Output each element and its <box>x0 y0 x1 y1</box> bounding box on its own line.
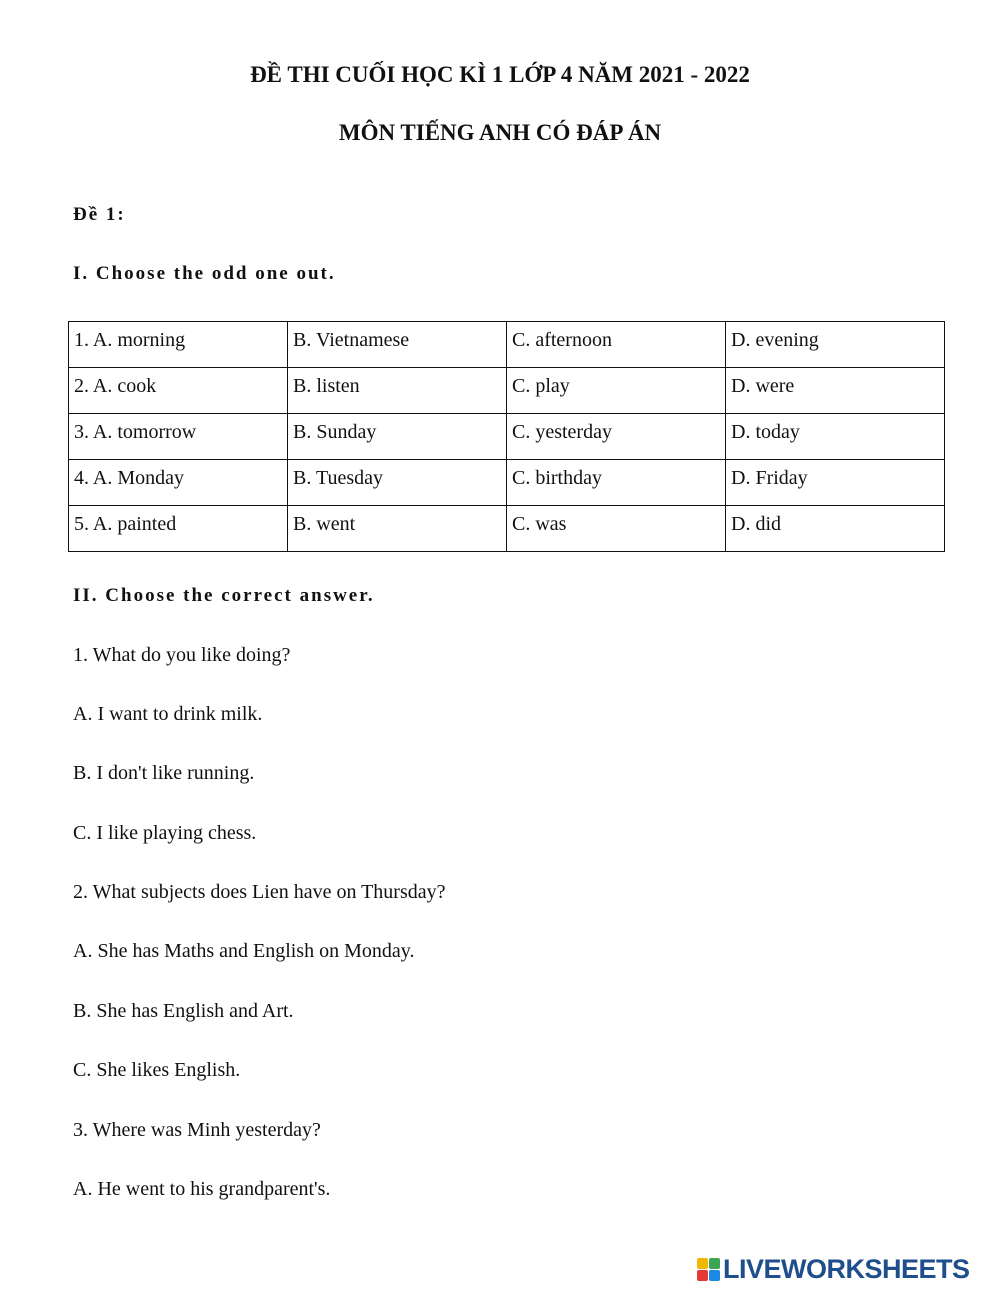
table-cell: B. went <box>288 506 507 552</box>
question-2-option-a: A. She has Maths and English on Monday. <box>73 940 415 962</box>
question-1: 1. What do you like doing? <box>73 644 291 666</box>
question-3: 3. Where was Minh yesterday? <box>73 1119 321 1141</box>
question-3-option-a: A. He went to his grandparent's. <box>73 1178 331 1200</box>
table-cell: C. birthday <box>507 460 726 506</box>
question-1-option-a: A. I want to drink milk. <box>73 703 263 725</box>
logo-text: LIVEWORKSHEETS <box>723 1253 970 1284</box>
exam-number-label: Đề 1: <box>73 204 126 225</box>
table-cell: D. Friday <box>726 460 945 506</box>
question-2: 2. What subjects does Lien have on Thursday? <box>73 881 446 903</box>
section-2-heading: II. Choose the correct answer. <box>73 585 375 606</box>
table-row <box>69 414 945 460</box>
section-1-heading: I. Choose the odd one out. <box>73 263 336 284</box>
table-cell: C. play <box>507 368 726 414</box>
question-2-option-c: C. She likes English. <box>73 1059 241 1081</box>
exam-title: ĐỀ THI CUỐI HỌC KÌ 1 LỚP 4 NĂM 2021 - 2022 <box>250 62 750 87</box>
table-cell: C. afternoon <box>507 322 726 368</box>
table-cell: D. were <box>726 368 945 414</box>
table-row <box>69 506 945 552</box>
table-cell: B. Tuesday <box>288 460 507 506</box>
table-cell: 5. A. painted <box>69 506 288 552</box>
table-row <box>69 460 945 506</box>
table-cell: 4. A. Monday <box>69 460 288 506</box>
question-1-option-b: B. I don't like running. <box>73 762 255 784</box>
table-cell: B. listen <box>288 368 507 414</box>
table-cell: B. Sunday <box>288 414 507 460</box>
odd-one-out-table <box>68 321 945 552</box>
table-cell: B. Vietnamese <box>288 322 507 368</box>
exam-subtitle: MÔN TIẾNG ANH CÓ ĐÁP ÁN <box>338 120 662 145</box>
liveworksheets-logo-icon <box>697 1258 720 1281</box>
table-cell: 2. A. cook <box>69 368 288 414</box>
question-1-option-c: C. I like playing chess. <box>73 822 257 844</box>
table-cell: C. yesterday <box>507 414 726 460</box>
liveworksheets-logo[interactable] <box>697 1254 970 1284</box>
table-row <box>69 322 945 368</box>
table-row <box>69 368 945 414</box>
question-2-option-b: B. She has English and Art. <box>73 1000 294 1022</box>
table-cell: D. evening <box>726 322 945 368</box>
table-cell: D. today <box>726 414 945 460</box>
table-cell: 3. A. tomorrow <box>69 414 288 460</box>
table-cell: C. was <box>507 506 726 552</box>
table-cell: D. did <box>726 506 945 552</box>
table-cell: 1. A. morning <box>69 322 288 368</box>
